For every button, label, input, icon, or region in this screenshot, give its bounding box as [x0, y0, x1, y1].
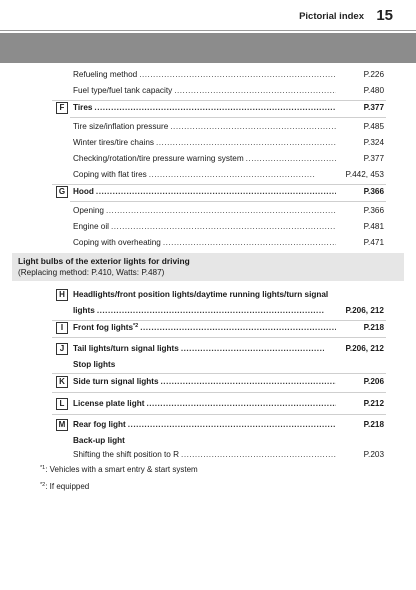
- footnote-2: [40, 481, 89, 493]
- entry-page: P.212: [363, 399, 384, 408]
- entry-page: P.206, 212: [345, 344, 384, 353]
- index-entry-tire-checking[interactable]: [0, 153, 416, 167]
- entry-page: P.206, 212: [345, 306, 384, 315]
- footnote-mark: *2: [40, 482, 46, 488]
- page-header-title: Pictorial index: [299, 11, 364, 22]
- entry-label: Coping with overheating: [73, 238, 161, 247]
- index-entry-license-plate[interactable]: [0, 398, 416, 412]
- index-entry-front-fog[interactable]: [0, 322, 416, 336]
- index-entry-winter-tires[interactable]: [0, 137, 416, 151]
- index-entry-hood-opening[interactable]: [0, 205, 416, 219]
- entry-page: P.218: [363, 323, 384, 332]
- index-entry-headlights[interactable]: Headlights/front position lights/daytime running lights/turn signal: [73, 290, 329, 299]
- entry-label: Refueling method: [73, 70, 138, 79]
- footnote-mark: *1: [40, 465, 46, 471]
- divider: [52, 320, 386, 321]
- section-subtitle: (Replacing method: P.410, Watts: P.487): [18, 268, 165, 277]
- marker-l-box: L: [56, 398, 68, 410]
- divider: [52, 337, 386, 338]
- entry-label: License plate light: [73, 399, 145, 408]
- entry-page: P.471: [363, 238, 384, 247]
- entry-label: Shifting the shift position to R: [73, 450, 180, 459]
- section-header: [12, 253, 404, 281]
- index-entry-stop-lights[interactable]: Stop lights: [73, 360, 116, 369]
- footnote-ref: *2: [133, 323, 139, 329]
- divider: [70, 117, 386, 118]
- marker-m-box: M: [56, 419, 68, 431]
- entry-page: P.377: [363, 154, 384, 163]
- entry-page: P.480: [363, 86, 384, 95]
- header-divider: [0, 30, 416, 31]
- divider: [52, 392, 386, 393]
- divider: [70, 201, 386, 202]
- index-entry-rear-fog[interactable]: [0, 419, 416, 433]
- index-entry-tire-size[interactable]: [0, 121, 416, 135]
- footnote-1: [40, 464, 198, 476]
- entry-page: P.218: [363, 420, 384, 429]
- entry-label: Rear fog light: [73, 420, 126, 429]
- entry-page: P.366: [363, 187, 384, 196]
- entry-page: P.442, 453: [345, 170, 384, 179]
- index-entry-hood[interactable]: [0, 186, 416, 200]
- index-entry-headlights-cont[interactable]: [0, 305, 416, 319]
- entry-label: Engine oil: [73, 222, 109, 231]
- divider: [52, 414, 386, 415]
- entry-label: Coping with flat tires: [73, 170, 147, 179]
- index-entry-refueling[interactable]: [0, 69, 416, 83]
- entry-label: Tire size/inflation pressure: [73, 122, 169, 131]
- entry-page: P.481: [363, 222, 384, 231]
- index-entry-flat-tires[interactable]: [0, 169, 416, 183]
- marker-i-box: I: [56, 322, 68, 334]
- index-entry-tail-lights[interactable]: [0, 343, 416, 357]
- entry-label: Front fog lights: [73, 323, 134, 332]
- entry-label: Fuel type/fuel tank capacity: [73, 86, 173, 95]
- index-entry-engine-oil[interactable]: [0, 221, 416, 235]
- entry-label: Tail lights/turn signal lights: [73, 344, 179, 353]
- footnote-text: : If equipped: [45, 482, 90, 491]
- index-entry-fuel-type[interactable]: [0, 85, 416, 99]
- index-entry-overheating[interactable]: [0, 237, 416, 251]
- index-entry-shift-position[interactable]: [0, 449, 416, 463]
- marker-f-box: F: [56, 102, 68, 114]
- divider: [52, 373, 386, 374]
- entry-page: P.206: [363, 377, 384, 386]
- section-title: Light bulbs of the exterior lights for driving: [18, 256, 190, 266]
- entry-label: lights: [73, 306, 95, 315]
- entry-page: P.485: [363, 122, 384, 131]
- entry-label: Winter tires/tire chains: [73, 138, 154, 147]
- footnote-text: : Vehicles with a smart entry & start system: [45, 465, 198, 474]
- entry-label: Tires: [73, 103, 93, 112]
- entry-label: Side turn signal lights: [73, 377, 159, 386]
- entry-page: P.203: [363, 450, 384, 459]
- entry-page: P.366: [363, 206, 384, 215]
- index-entry-tires[interactable]: [0, 102, 416, 116]
- index-entry-backup-light[interactable]: Back-up light: [73, 436, 125, 445]
- entry-page: P.324: [363, 138, 384, 147]
- divider: [52, 100, 386, 101]
- entry-page: P.377: [363, 103, 384, 112]
- entry-label: Opening: [73, 206, 104, 215]
- marker-k-box: K: [56, 376, 68, 388]
- page-number: 15: [376, 7, 393, 24]
- marker-j-box: J: [56, 343, 68, 355]
- header-band: [0, 33, 416, 63]
- entry-label: Checking/rotation/tire pressure warning system: [73, 154, 244, 163]
- entry-page: P.226: [363, 70, 384, 79]
- index-entry-side-turn[interactable]: [0, 376, 416, 390]
- marker-g-box: G: [56, 186, 68, 198]
- marker-h-box: H: [56, 289, 68, 301]
- divider: [52, 184, 386, 185]
- entry-label: Hood: [73, 187, 94, 196]
